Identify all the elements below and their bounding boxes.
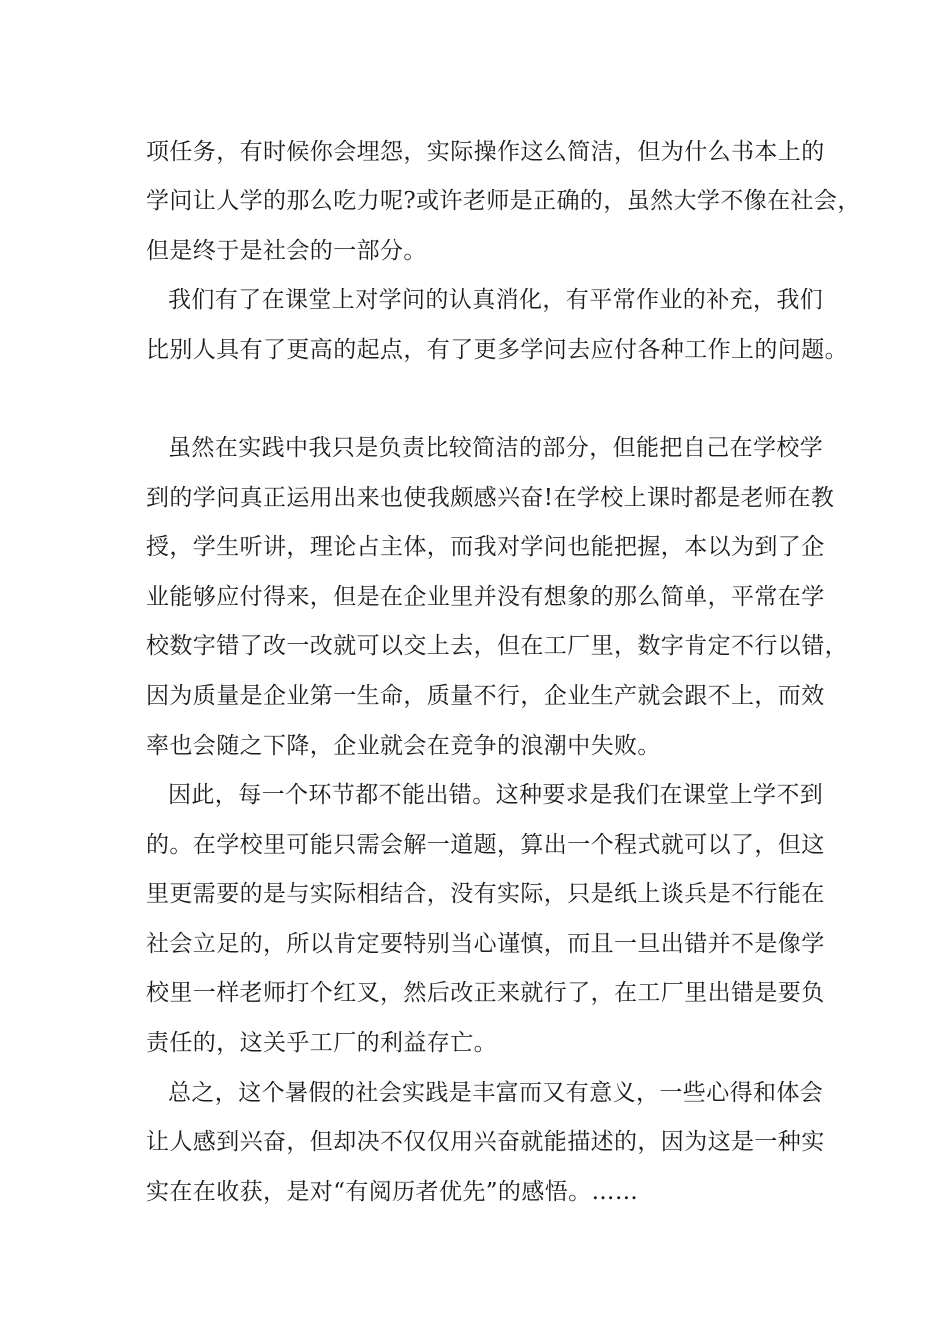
text-line: 我们有了在课堂上对学问的认真消化，有平常作业的补充，我们	[168, 287, 824, 313]
text-line: 社会立足的，所以肯定要特别当心谨慎，而且一旦出错并不是像学	[146, 931, 825, 957]
text-line: 实在在收获，是对“有阅历者优先”的感悟。……	[146, 1179, 639, 1205]
text-line: 业能够应付得来，但是在企业里并没有想象的那么简单，平常在学	[146, 584, 825, 610]
text-line: 因此，每一个环节都不能出错。这种要求是我们在课堂上学不到	[168, 782, 824, 808]
text-line: 授，学生听讲，理论占主体，而我对学问也能把握，本以为到了企	[146, 534, 825, 560]
text-line: 率也会随之下降，企业就会在竞争的浪潮中失败。	[146, 733, 661, 759]
text-line: 校里一样老师打个红叉，然后改正来就行了，在工厂里出错是要负	[146, 980, 825, 1006]
text-line: 因为质量是企业第一生命，质量不行，企业生产就会跟不上，而效	[146, 683, 825, 709]
text-line: 里更需要的是与实际相结合，没有实际，只是纸上谈兵是不行能在	[146, 881, 825, 907]
text-line: 的。在学校里可能只需会解一道题，算出一个程式就可以了，但这	[146, 832, 825, 858]
text-line: 虽然在实践中我只是负责比较简洁的部分，但能把自己在学校学	[168, 435, 824, 461]
text-line: 项任务，有时候你会埋怨，实际操作这么简洁，但为什么书本上的	[146, 139, 825, 165]
text-line: 责任的，这关乎工厂的利益存亡。	[146, 1030, 497, 1056]
text-line: 让人感到兴奋，但却决不仅仅用兴奋就能描述的，因为这是一种实	[146, 1129, 825, 1155]
text-line: 比别人具有了更高的起点，有了更多学问去应付各种工作上的问题。	[146, 337, 848, 363]
text-line: 到的学问真正运用出来也使我颇感兴奋!在学校上课时都是老师在教	[146, 485, 835, 511]
text-line: 校数字错了改一改就可以交上去，但在工厂里，数字肯定不行以错，	[146, 633, 848, 659]
text-line: 但是终于是社会的一部分。	[146, 238, 427, 264]
text-line: 学问让人学的那么吃力呢?或许老师是正确的，虽然大学不像在社会，	[146, 188, 861, 214]
text-line: 总之，这个暑假的社会实践是丰富而又有意义，一些心得和体会	[168, 1080, 824, 1106]
